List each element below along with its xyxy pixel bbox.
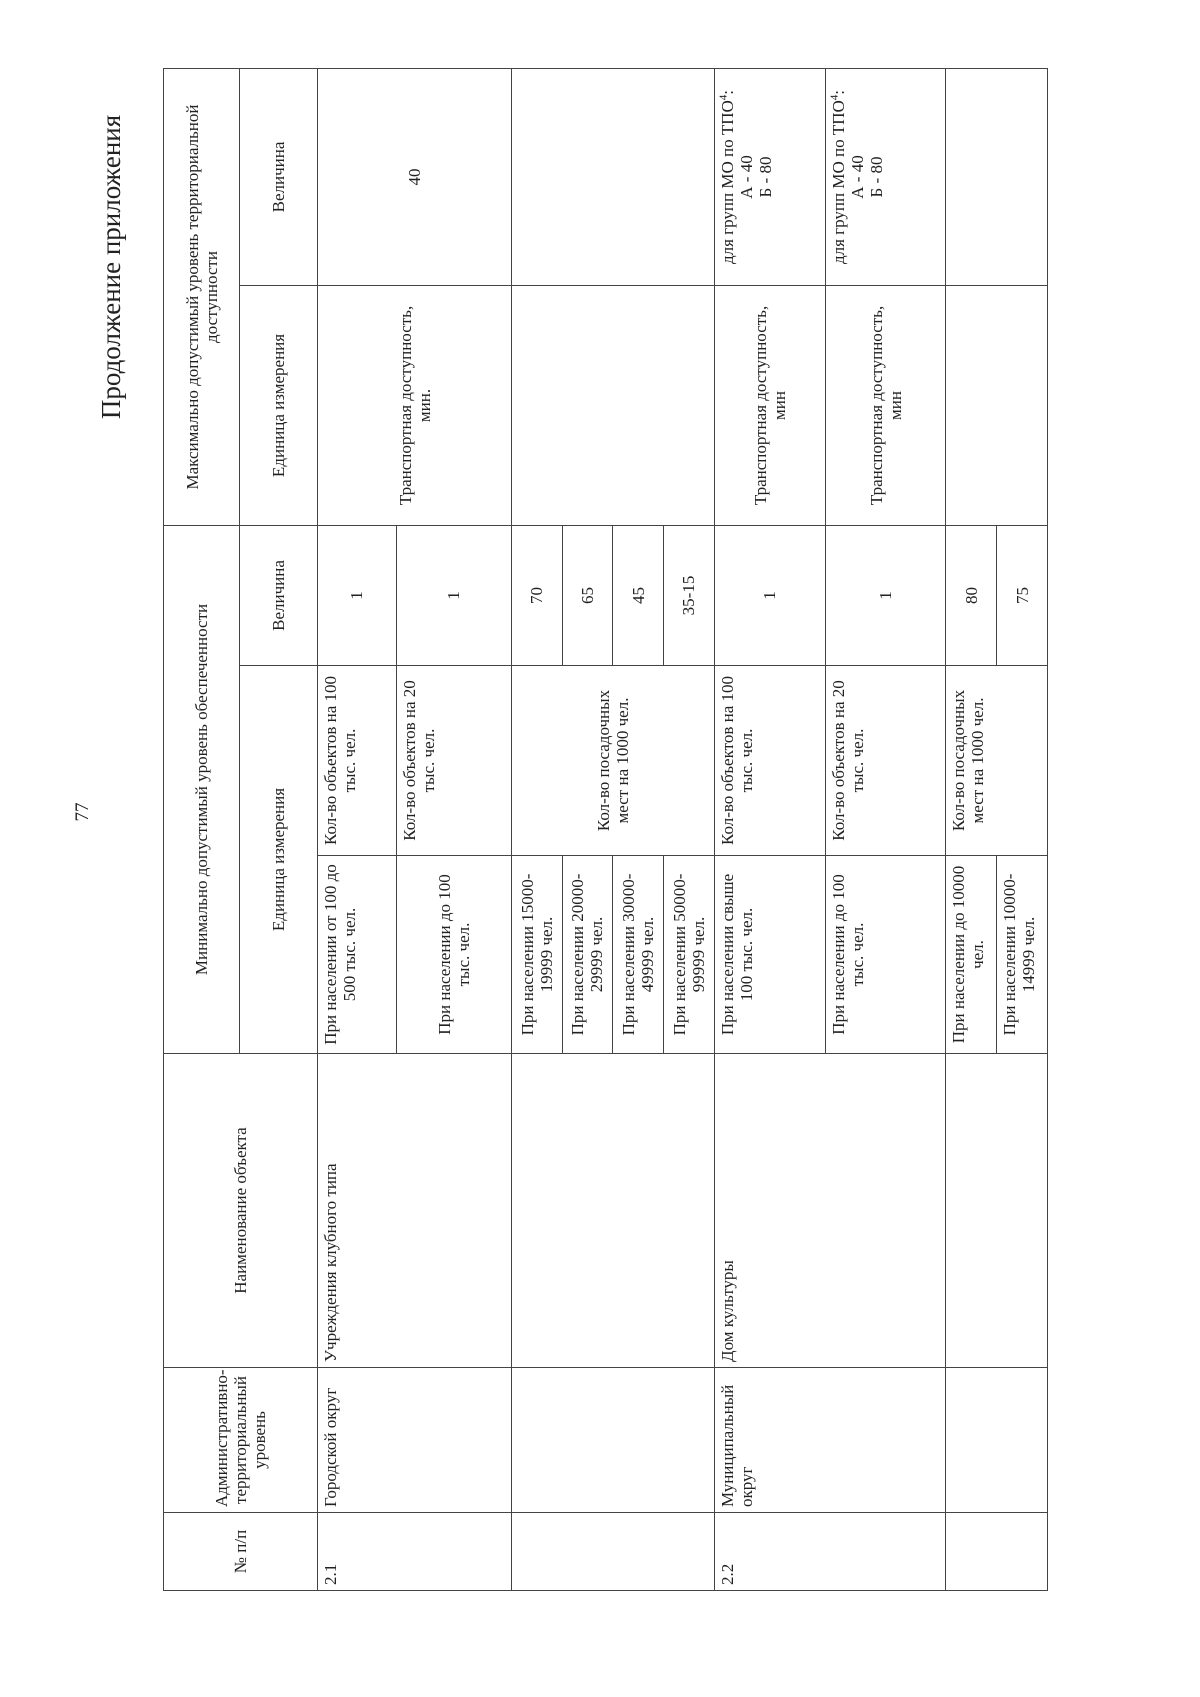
- table-row: [714, 68, 825, 1590]
- value-cell: 70: [511, 525, 562, 665]
- header-row-top: [164, 68, 240, 1590]
- value-cell: 65: [562, 525, 613, 665]
- unit-cell: Кол-во посадочных мест на 1000 чел.: [946, 666, 1048, 856]
- header-max-value: Величина: [240, 68, 318, 285]
- empty-cell: [946, 1513, 1048, 1591]
- admin-level-cell: Городской округ: [318, 1368, 511, 1513]
- norms-table: [163, 68, 1048, 1591]
- condition-cell: При населении до 100 тыс. чел.: [396, 856, 511, 1054]
- unit-cell: Кол-во объектов на 20 тыс. чел.: [825, 666, 946, 856]
- value-cell: 1: [714, 525, 825, 665]
- access-group-b: Б - 80: [866, 156, 886, 198]
- object-name-cell: Дом культуры: [714, 1054, 946, 1368]
- condition-cell: При населении свыше 100 тыс. чел.: [714, 856, 825, 1054]
- access-unit-cell: Транспортная доступность, мин.: [318, 285, 511, 525]
- unit-cell: Кол-во объектов на 20 тыс. чел.: [396, 666, 511, 856]
- table-row: [318, 68, 396, 1590]
- header-min-provision: Минимально допустимый уровень обеспеченности: [164, 525, 240, 1053]
- empty-cell: [511, 1368, 714, 1513]
- access-value-cell: 40: [318, 68, 511, 285]
- footnote-mark: 4: [828, 94, 841, 101]
- value-cell: 1: [396, 525, 511, 665]
- condition-cell: При населении 10000-14999 чел.: [997, 856, 1048, 1054]
- empty-cell: [511, 285, 714, 525]
- condition-cell: При населении до 100 тыс. чел.: [825, 856, 946, 1054]
- condition-cell: При населении 50000-99999 чел.: [664, 856, 715, 1054]
- empty-cell: [511, 68, 714, 285]
- empty-cell: [511, 1513, 714, 1591]
- row-number: 2.2: [714, 1513, 946, 1591]
- row-number: 2.1: [318, 1513, 511, 1591]
- header-number: № п/п: [164, 1513, 318, 1591]
- unit-cell: Кол-во объектов на 100 тыс. чел.: [714, 666, 825, 856]
- value-cell: 1: [825, 525, 946, 665]
- access-value-cell: для групп МО по ТПО$^4$: А - 40 Б - 80: [825, 68, 946, 285]
- access-group-a: А - 40: [736, 155, 756, 199]
- access-groups-label: для групп МО по ТПО: [828, 100, 848, 265]
- condition-cell: При населении от 100 до 500 тыс. чел.: [318, 856, 396, 1054]
- header-max-unit: Единица измерения: [240, 285, 318, 525]
- header-unit: Единица измерения: [240, 666, 318, 1054]
- access-value-cell: для групп МО по ТПО$^4$: А - 40 Б - 80: [714, 68, 825, 285]
- value-cell: 45: [613, 525, 664, 665]
- footnote-mark: 4: [717, 94, 730, 101]
- table-row: [511, 68, 562, 1590]
- empty-cell: [946, 1054, 1048, 1368]
- condition-cell: При населении до 10000 чел.: [946, 856, 997, 1054]
- empty-cell: [511, 1054, 714, 1368]
- object-name-cell: Учреждения клубного типа: [318, 1054, 511, 1368]
- access-groups-label: для групп МО по ТПО: [717, 100, 737, 265]
- value-cell: 75: [997, 525, 1048, 665]
- header-value: Величина: [240, 525, 318, 665]
- condition-cell: При населении 30000-49999 чел.: [613, 856, 664, 1054]
- condition-cell: При населении 15000-19999 чел.: [511, 856, 562, 1054]
- condition-cell: При населении 20000-29999 чел.: [562, 856, 613, 1054]
- access-group-a: А - 40: [847, 155, 867, 199]
- page-heading: Продолжение приложения: [96, 114, 126, 420]
- page-number: 77: [72, 802, 93, 822]
- empty-cell: [946, 1368, 1048, 1513]
- value-cell: 35-15: [664, 525, 715, 665]
- header-object-name: Наименование объекта: [164, 1054, 318, 1368]
- header-admin-level: Административно-территориальный уровень: [164, 1368, 318, 1513]
- unit-cell: Кол-во объектов на 100 тыс. чел.: [318, 666, 396, 856]
- access-unit-cell: Транспортная доступность, мин: [714, 285, 825, 525]
- header-max-access: Максимально допустимый уровень территориальной доступности: [164, 68, 240, 525]
- access-unit-cell: Транспортная доступность, мин: [825, 285, 946, 525]
- table-row: [946, 68, 997, 1590]
- admin-level-cell: Муниципальный округ: [714, 1368, 946, 1513]
- empty-cell: [946, 285, 1048, 525]
- value-cell: 80: [946, 525, 997, 665]
- empty-cell: [946, 68, 1048, 285]
- unit-cell: Кол-во посадочных мест на 1000 чел.: [511, 666, 714, 856]
- value-cell: 1: [318, 525, 396, 665]
- access-group-b: Б - 80: [755, 156, 775, 198]
